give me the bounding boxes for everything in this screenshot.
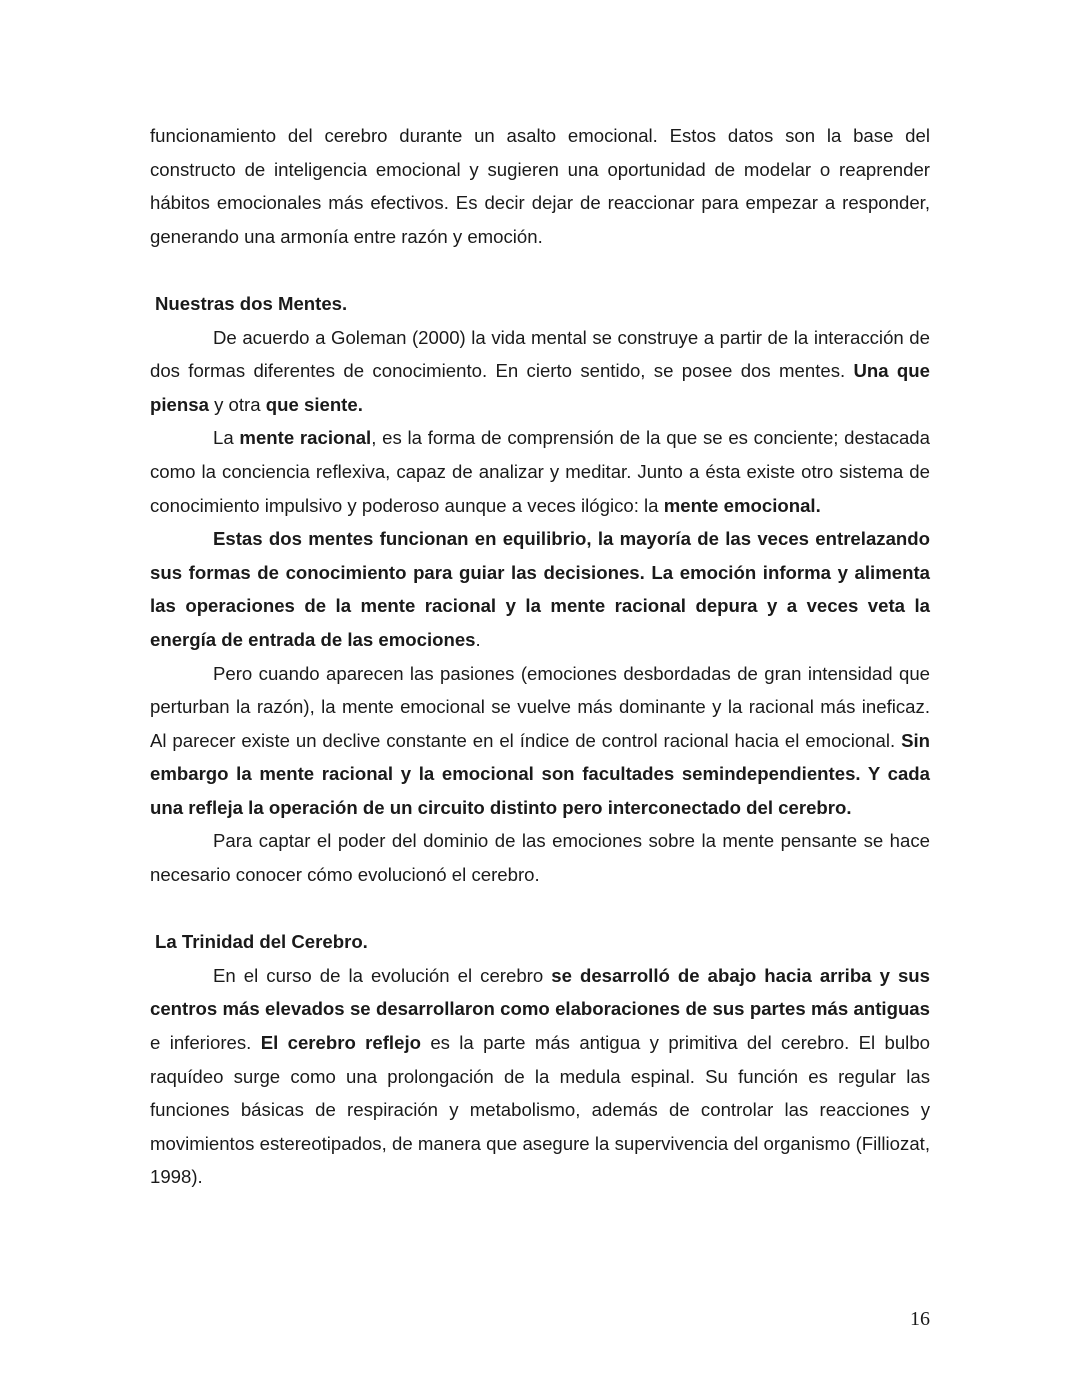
paragraph-text: Para captar el poder del dominio de las emociones sobre la mente pensante se hace necesario conocer cómo evolucionó el cerebro. <box>150 830 930 886</box>
bold-text: El cerebro reflejo <box>260 1032 421 1054</box>
paragraph-text: . <box>475 628 481 650</box>
bold-text: mente racional <box>239 427 372 449</box>
paragraph-text: es la parte más antigua y primitiva del cerebro. El bulbo raquídeo surge como una prolongación de la medula espinal. Su función es regular las funciones básicas de respiración y metabolismo, además de controlar las reacciones y movimientos estereotipados, de manera que asegure la supervivencia del organismo (Filliozat, 1998). <box>150 1032 930 1188</box>
bold-text: que siente. <box>265 393 363 415</box>
paragraph-evolucion <box>150 824 930 891</box>
paragraph-pasiones <box>150 657 930 825</box>
paragraph-text: La <box>213 427 240 449</box>
page-number: 16 <box>910 1308 930 1330</box>
paragraph-text: y otra <box>208 393 266 415</box>
section-heading-trinidad-del-cerebro: La Trinidad del Cerebro. <box>155 931 368 953</box>
bold-text: Estas dos mentes funcionan en equilibrio, la mayoría de las veces entrelazando sus formas de conocimiento para guiar las decisiones. La emoción informa y alimenta las operaciones de la mente racional y la mente racional depura y a veces veta la energía de entrada de las emociones <box>150 528 930 650</box>
bold-text: Una que piensa <box>150 360 930 415</box>
paragraph-text: De acuerdo a Goleman (2000) la vida mental se construye a partir de la interacción de dos formas diferentes de conocimiento. En cierto sentido, se posee dos mentes. <box>150 326 930 382</box>
section-heading-nuestras-dos-mentes: Nuestras dos Mentes. <box>155 292 348 314</box>
paragraph-text: funcionamiento del cerebro durante un asalto emocional. Estos datos son la base del constructo de inteligencia emocional y sugieren una oportunidad de modelar o reaprender hábitos emocionales más efectivos. Es decir dejar de reaccionar para empezar a responder, generando una armonía entre razón y emoción. <box>150 125 930 247</box>
paragraph-intro <box>150 119 930 253</box>
bold-text: Sin embargo la mente racional y la emocional son facultades semindependientes. Y cada una refleja la operación de un circuito distinto pero interconectado del cerebro. <box>150 729 930 818</box>
paragraph-mente-racional <box>150 421 930 522</box>
paragraph-text: En el curso de la evolución el cerebro <box>213 964 552 986</box>
paragraph-equilibrio <box>150 522 930 656</box>
paragraph-text: e inferiores. <box>150 1032 261 1054</box>
body-text <box>150 119 930 1194</box>
paragraph-goleman <box>150 321 930 422</box>
paragraph-trinidad <box>150 959 930 1194</box>
bold-text: mente emocional. <box>663 494 821 516</box>
paragraph-text: Pero cuando aparecen las pasiones (emociones desbordadas de gran intensidad que perturban la razón), la mente emocional se vuelve más dominante y la racional más ineficaz. Al parecer existe un declive constante en el índice de control racional hacia el emocional. <box>150 662 930 751</box>
paragraph-text: , es la forma de comprensión de la que se es conciente; destacada como la conciencia reflexiva, capaz de analizar y meditar. Junto a ésta existe otro sistema de conocimiento impulsivo y poderoso aunque a veces ilógico: la <box>150 427 930 516</box>
bold-text: se desarrolló de abajo hacia arriba y sus centros más elevados se desarrollaron como elaboraciones de sus partes más antiguas <box>150 964 930 1020</box>
